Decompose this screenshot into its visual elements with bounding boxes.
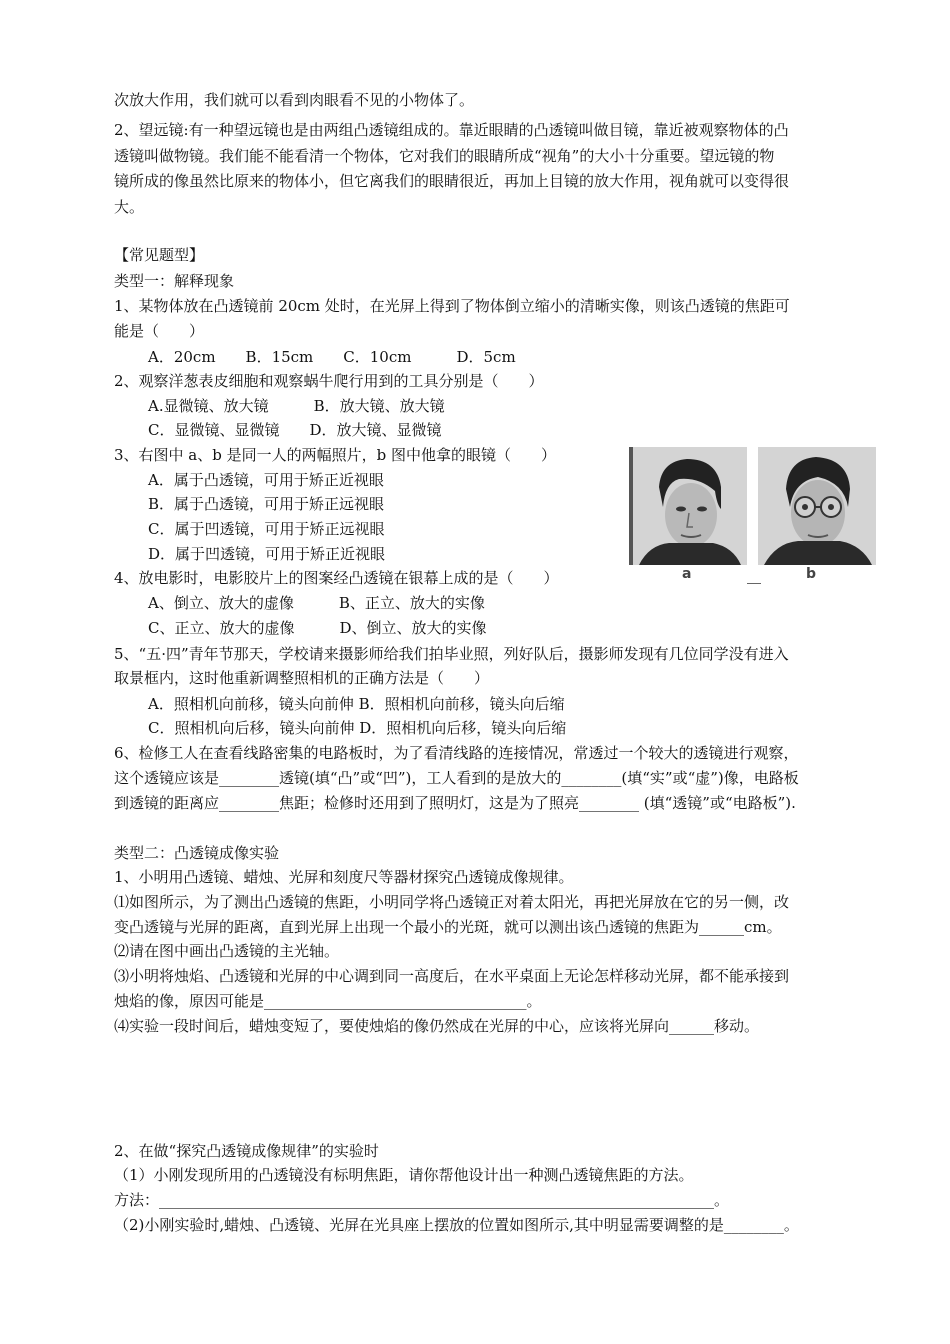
- question-2: 2、观察洋葱表皮细胞和观察蜗牛爬行用到的工具分别是（ ）: [114, 372, 544, 390]
- experiment-1-part-3-cont: 烛焰的像，原因可能是___________________________________。: [114, 992, 542, 1010]
- question-6-cont: 这个透镜应该是________透镜(填“凸”或“凹”)，工人看到的是放大的________(填“实”或“虚”)像，电路板: [114, 769, 799, 787]
- experiment-1-part-4: ⑷实验一段时间后，蜡烛变短了，要使烛焰的像仍然成在光屏的中心，应该将光屏向______移动。: [114, 1017, 760, 1035]
- experiment-1-part-3: ⑶小明将烛焰、凸透镜和光屏的中心调到同一高度后，在水平桌面上无论怎样移动光屏，都不能承接到: [114, 967, 790, 985]
- section-heading: 【常见题型】: [114, 246, 205, 264]
- divider: [747, 583, 761, 584]
- question-2-options-cd: C．显微镜、显微镜 D．放大镜、显微镜: [148, 421, 442, 439]
- question-5: 5、“五·四”青年节那天，学校请来摄影师给我们拍毕业照，列好队后，摄影师发现有几位同学没有进入: [114, 645, 789, 663]
- type-heading: 类型二：凸透镜成像实验: [114, 844, 280, 862]
- experiment-1-part-1-cont: 变凸透镜与光屏的距离，直到光屏上出现一个最小的光斑，就可以测出该凸透镜的焦距为______cm。: [114, 918, 782, 936]
- question-1: 1、某物体放在凸透镜前 20cm 处时，在光屏上得到了物体倒立缩小的清晰实像，则该凸透镜的焦距可: [114, 297, 790, 315]
- experiment-1-part-2: ⑵请在图中画出凸透镜的主光轴。: [114, 942, 340, 960]
- text-line: 2、望远镜:有一种望远镜也是由两组凸透镜组成的。靠近眼睛的凸透镜叫做目镜，靠近被观察物体的凸: [114, 121, 789, 139]
- question-2-options-ab: A.显微镜、放大镜 B．放大镜、放大镜: [148, 397, 445, 415]
- question-4: 4、放电影时，电影胶片上的图案经凸透镜在银幕上成的是（ ）: [114, 569, 559, 587]
- type-heading: 类型一：解释现象: [114, 272, 235, 290]
- experiment-2-part-2: （2)小刚实验时,蜡烛、凸透镜、光屏在光具座上摆放的位置如图所示,其中明显需要调整的是________。: [114, 1216, 799, 1234]
- text-line: 镜所成的像虽然比原来的物体小，但它离我们的眼睛很近，再加上目镜的放大作用，视角就可以变得很: [114, 172, 790, 190]
- question-4-options-cd: C、正立、放大的虚像 D、倒立、放大的实像: [148, 619, 487, 637]
- photo-a: [629, 447, 747, 565]
- question-3: 3、右图中 a、b 是同一人的两幅照片，b 图中他拿的眼镜（ ）: [114, 446, 556, 464]
- question-3-option-a: A．属于凸透镜，可用于矫正近视眼: [148, 471, 384, 489]
- question-3-option-d: D．属于凹透镜，可用于矫正近视眼: [148, 545, 386, 563]
- text-line: 大。: [114, 198, 145, 216]
- question-3-option-b: B．属于凸透镜，可用于矫正远视眼: [148, 495, 385, 513]
- photo-a-image: [629, 447, 747, 565]
- experiment-1-part-1: ⑴如图所示，为了测出凸透镜的焦距，小明同学将凸透镜正对着太阳光，再把光屏放在它的另一侧，改: [114, 893, 790, 911]
- photo-b-image: [758, 447, 876, 565]
- photo-label-b: b: [806, 566, 817, 582]
- question-1-options: A．20cm B．15cm C．10cm D．5cm: [148, 348, 516, 366]
- text-line: 次放大作用，我们就可以看到肉眼看不见的小物体了。: [114, 91, 475, 109]
- question-6-cont: 到透镜的距离应________焦距；检修时还用到了照明灯，这是为了照亮________ (填“透镜”或“电路板”).: [114, 794, 796, 812]
- photo-b: [758, 447, 876, 565]
- experiment-2-method: 方法：__________________________________________________________________________。: [114, 1191, 730, 1209]
- experiment-1: 1、小明用凸透镜、蜡烛、光屏和刻度尺等器材探究凸透镜成像规律。: [114, 868, 574, 886]
- question-5-options-cd: C．照相机向后移，镜头向前伸 D．照相机向后移，镜头向后缩: [148, 719, 567, 737]
- experiment-2-part-1: （1）小刚发现所用的凸透镜没有标明焦距，请你帮他设计出一种测凸透镜焦距的方法。: [114, 1166, 694, 1184]
- photo-label-a: a: [682, 566, 692, 582]
- experiment-2: 2、在做“探究凸透镜成像规律”的实验时: [114, 1142, 379, 1160]
- text-line: 透镜叫做物镜。我们能不能看清一个物体，它对我们的眼睛所成“视角”的大小十分重要。望远镜的物: [114, 147, 775, 165]
- question-1-cont: 能是（ ）: [114, 322, 205, 340]
- question-4-options-ab: A、倒立、放大的虚像 B、正立、放大的实像: [148, 594, 485, 612]
- question-5-cont: 取景框内，这时他重新调整照相机的正确方法是（ ）: [114, 669, 490, 687]
- question-6: 6、检修工人在查看线路密集的电路板时，为了看清线路的连接情况，常透过一个较大的透镜进行观察，: [114, 744, 799, 762]
- question-5-options-ab: A．照相机向前移，镜头向前伸 B．照相机向前移，镜头向后缩: [148, 695, 565, 713]
- question-3-option-c: C．属于凹透镜，可用于矫正远视眼: [148, 520, 385, 538]
